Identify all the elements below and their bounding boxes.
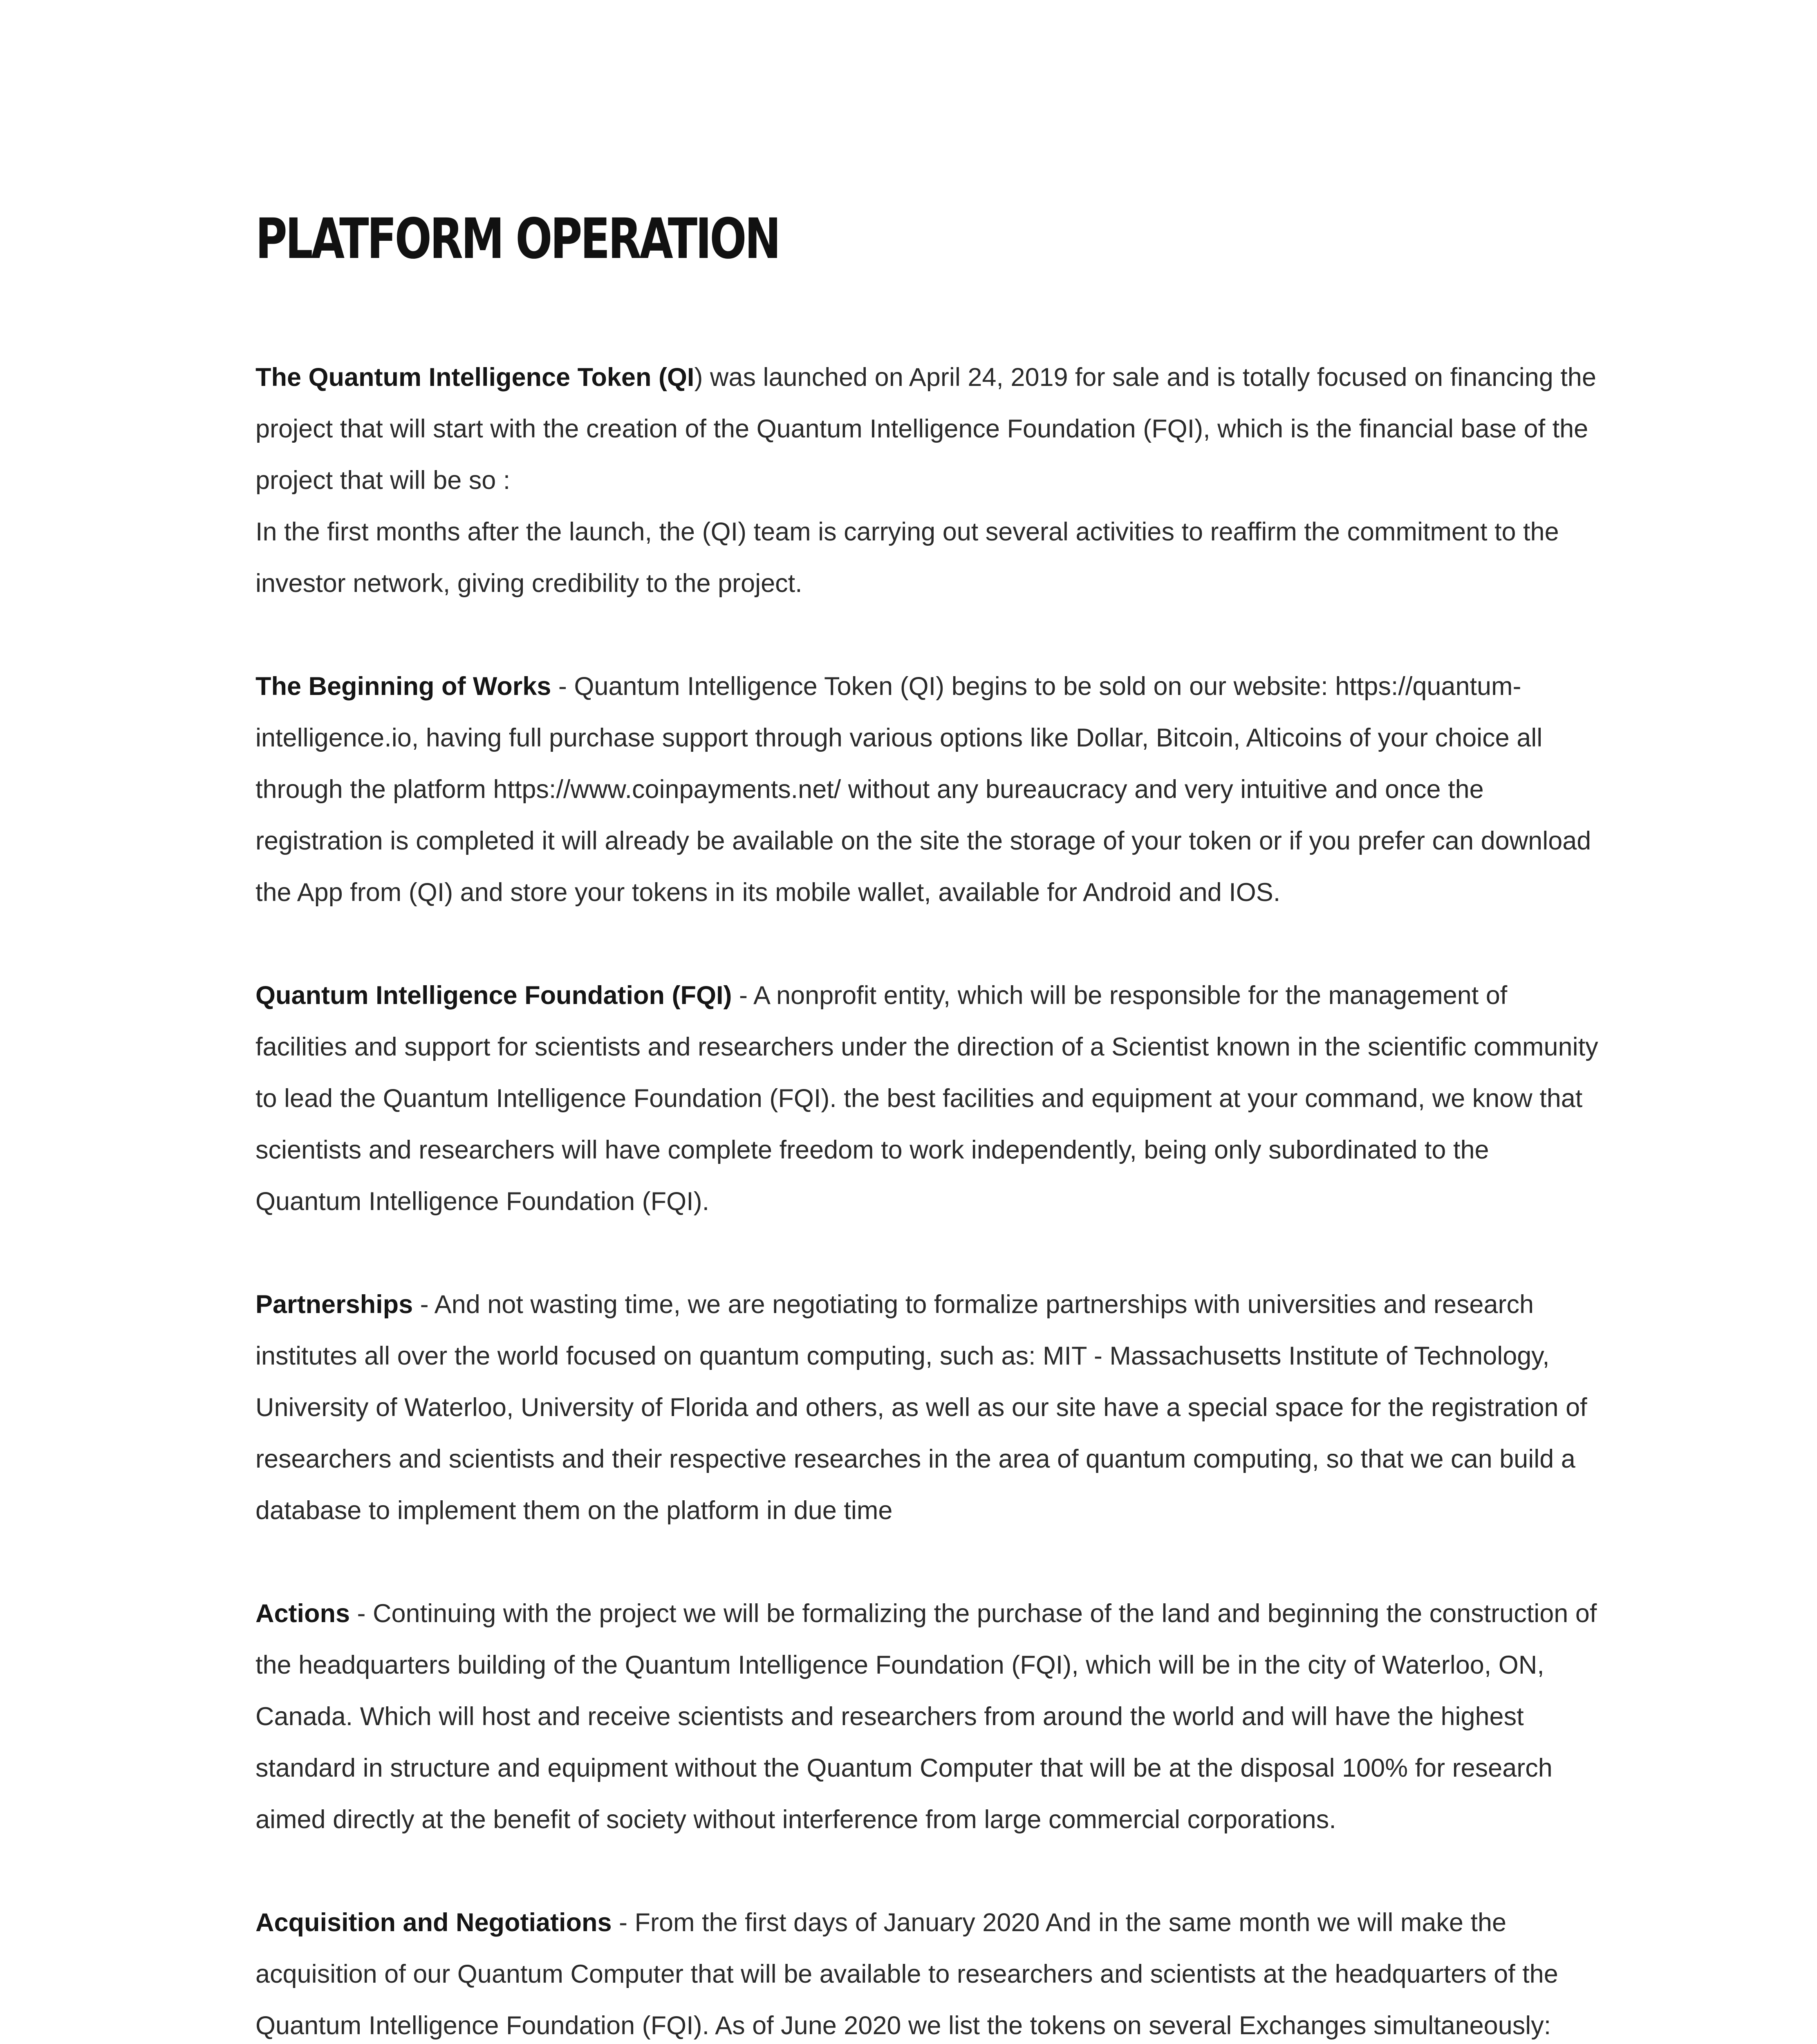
section-actions [255,1588,1600,1845]
section-beginning-of-works [255,661,1600,918]
intro-paragraph [255,352,1600,609]
section-partnerships [255,1279,1600,1536]
section-lead: Acquisition and Negotiations [255,1908,612,1937]
section-text: - Continuing with the project we will be formalizing the purchase of the land and beginning the construction of the headquarters building of the Quantum Intelligence Foundation (FQI), which will be in the city of Waterloo, ON, Canada. Which will host and receive scientists and researchers from around the world and will have the highest standard in structure and equipment without the Quantum Computer that will be at the disposal 100% for research aimed directly at the benefit of society without interference from large commercial corporations. [255,1599,1597,1834]
section-text: - Quantum Intelligence Token (QI) begins to be sold on our website: https://quantum-intelligence.io, having full purchase support through various options like Dollar, Bitcoin, Alticoins of your choice all through the platform https://www.coinpayments.net/ without any bureaucracy and very intuitive and once the registration is completed it will already be available on the site the storage of your token or if you prefer can download the App from (QI) and store your tokens in its mobile wallet, available for Android and IOS. [255,672,1591,907]
section-lead: Quantum Intelligence Foundation (FQI) [255,981,732,1010]
intro-text-continued: In the first months after the launch, the (QI) team is carrying out several activities to reaffirm the commitment to the investor network, giving credibility to the project. [255,518,1559,598]
section-text: - From the first days of January 2020 And in the same month we will make the acquisition of our Quantum Computer that will be available to researchers and scientists at the headquarters of the Quantum Intelligence Foundation (FQI). As of June 2020 we list the tokens on several Exchanges simultaneously: [255,1908,1558,2040]
section-text: - A nonprofit entity, which will be responsible for the management of facilities and support for scientists and researchers under the direction of a Scientist known in the scientific community to lead the Quantum Intelligence Foundation (FQI). the best facilities and equipment at your command, we know that scientists and researchers will have complete freedom to work independently, being only subordinated to the Quantum Intelligence Foundation (FQI). [255,981,1598,1216]
section-lead: Actions [255,1599,350,1628]
section-lead: The Beginning of Works [255,672,551,701]
page-title: PLATFORM OPERATION [255,207,779,271]
section-foundation [255,970,1600,1227]
section-lead: Partnerships [255,1290,413,1319]
intro-lead: The Quantum Intelligence Token (QI [255,363,695,392]
section-text: - And not wasting time, we are negotiating to formalize partnerships with universities and research institutes all over the world focused on quantum computing, such as: MIT - Massachusetts Institute of Technology, University of Waterloo, University of Florida and others, as well as our site have a special space for the registration of researchers and scientists and their respective researches in the area of quantum computing, so that we can build a database to implement them on the platform in due time [255,1290,1587,1525]
document-body [255,352,1600,2044]
intro-text: ) was launched on April 24, 2019 for sale and is totally focused on financing the project that will start with the creation of the Quantum Intelligence Foundation (FQI), which is the financial base of the project that will be so : [255,363,1596,495]
section-acquisition [255,1897,1600,2044]
